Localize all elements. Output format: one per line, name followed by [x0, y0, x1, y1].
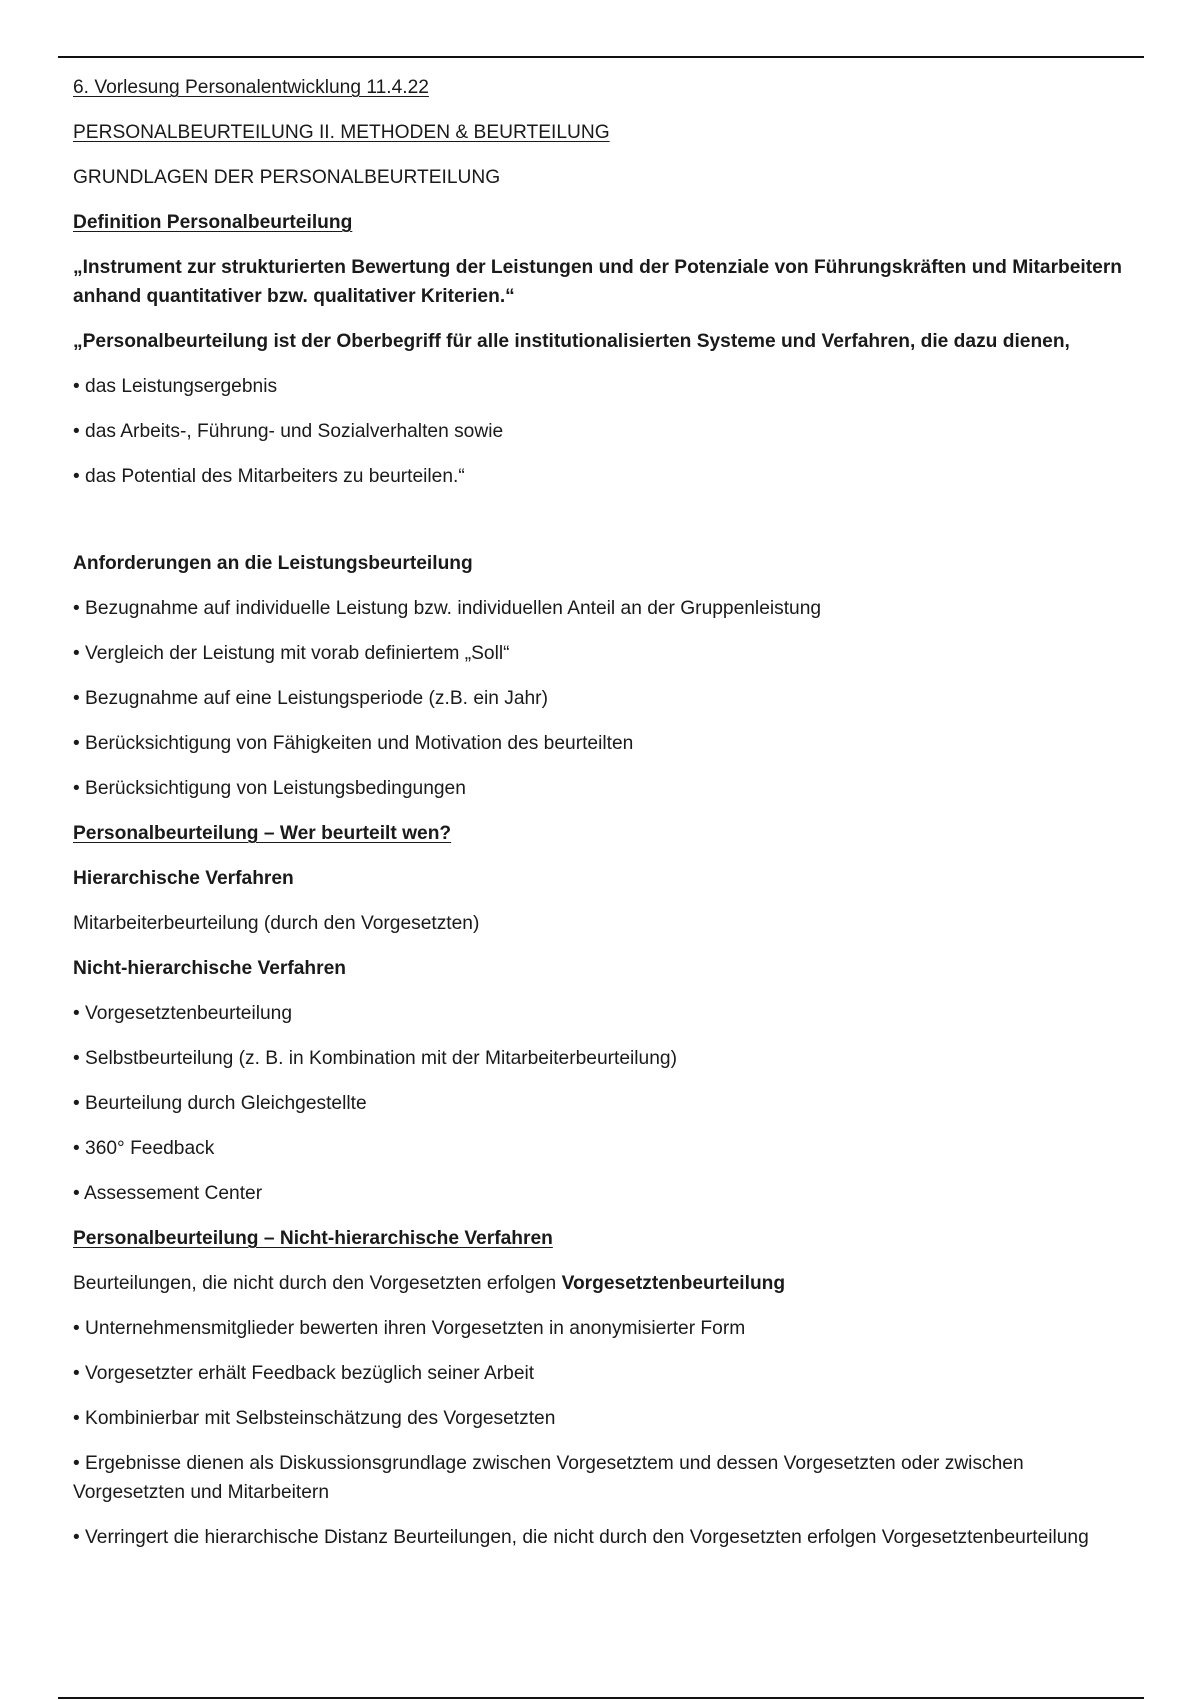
nonhier-intro-text: Beurteilungen, die nicht durch den Vorgesetzten erfolgen: [73, 1273, 557, 1294]
spacer: [73, 507, 1133, 549]
nonhierarchical-item: • 360° Feedback: [73, 1138, 215, 1159]
subsection-title: GRUNDLAGEN DER PERSONALBEURTEILUNG: [73, 167, 501, 188]
nonhier-item: • Ergebnisse dienen als Diskussionsgrundlage zwischen Vorgesetztem und dessen Vorgesetzten oder zwischen Vorgesetzten und Mitarbeitern: [73, 1453, 1024, 1503]
definition-item: • das Leistungsergebnis: [73, 376, 278, 397]
hierarchical-text: Mitarbeiterbeurteilung (durch den Vorgesetzten): [73, 913, 480, 934]
hierarchical-heading: Hierarchische Verfahren: [73, 868, 294, 889]
requirements-item: • Berücksichtigung von Leistungsbedingungen: [73, 778, 466, 799]
nonhierarchical-item: • Beurteilung durch Gleichgestellte: [73, 1093, 367, 1114]
nonhier-section-heading: Personalbeurteilung – Nicht-hierarchische Verfahren: [73, 1228, 553, 1249]
nonhierarchical-heading: Nicht-hierarchische Verfahren: [73, 958, 346, 979]
definition-quote-2: „Personalbeurteilung ist der Oberbegriff für alle institutionalisierten Systeme und Verfahren, die dazu dienen,: [73, 331, 1070, 352]
nonhier-item: • Unternehmensmitglieder bewerten ihren Vorgesetzten in anonymisierter Form: [73, 1318, 746, 1339]
top-rule: [58, 56, 1144, 58]
lecture-title: 6. Vorlesung Personalentwicklung 11.4.22: [73, 77, 429, 98]
requirements-item: • Bezugnahme auf eine Leistungsperiode (z.B. ein Jahr): [73, 688, 548, 709]
section-title: PERSONALBEURTEILUNG II. METHODEN & BEURTEILUNG: [73, 122, 610, 143]
document-page: [73, 73, 1133, 1568]
definition-heading: Definition Personalbeurteilung: [73, 212, 353, 233]
nonhierarchical-item: • Assessement Center: [73, 1183, 263, 1204]
nonhierarchical-item: • Selbstbeurteilung (z. B. in Kombination mit der Mitarbeiterbeurteilung): [73, 1048, 677, 1069]
nonhier-item: • Kombinierbar mit Selbsteinschätzung des Vorgesetzten: [73, 1408, 556, 1429]
definition-item: • das Potential des Mitarbeiters zu beurteilen.“: [73, 466, 465, 487]
nonhier-intro: [73, 1269, 1133, 1298]
nonhier-item: • Verringert die hierarchische Distanz Beurteilungen, die nicht durch den Vorgesetzten erfolgen Vorgesetztenbeurteilung: [73, 1527, 1089, 1548]
nonhier-item: • Vorgesetzter erhält Feedback bezüglich seiner Arbeit: [73, 1363, 535, 1384]
definition-item: • das Arbeits-, Führung- und Sozialverhalten sowie: [73, 421, 504, 442]
requirements-item: • Bezugnahme auf individuelle Leistung bzw. individuellen Anteil an der Gruppenleistung: [73, 598, 822, 619]
nonhierarchical-item: • Vorgesetztenbeurteilung: [73, 1003, 292, 1024]
requirements-heading: Anforderungen an die Leistungsbeurteilung: [73, 553, 473, 574]
requirements-item: • Vergleich der Leistung mit vorab definiertem „Soll“: [73, 643, 510, 664]
who-heading: Personalbeurteilung – Wer beurteilt wen?: [73, 823, 452, 844]
requirements-item: • Berücksichtigung von Fähigkeiten und Motivation des beurteilten: [73, 733, 634, 754]
definition-quote-1: „Instrument zur strukturierten Bewertung der Leistungen und der Potenziale von Führungskräften und Mitarbeitern anhand quantitativer bzw. qualitativer Kriterien.“: [73, 257, 1123, 307]
nonhier-intro-bold: Vorgesetztenbeurteilung: [561, 1273, 786, 1294]
bottom-rule: [58, 1697, 1144, 1699]
